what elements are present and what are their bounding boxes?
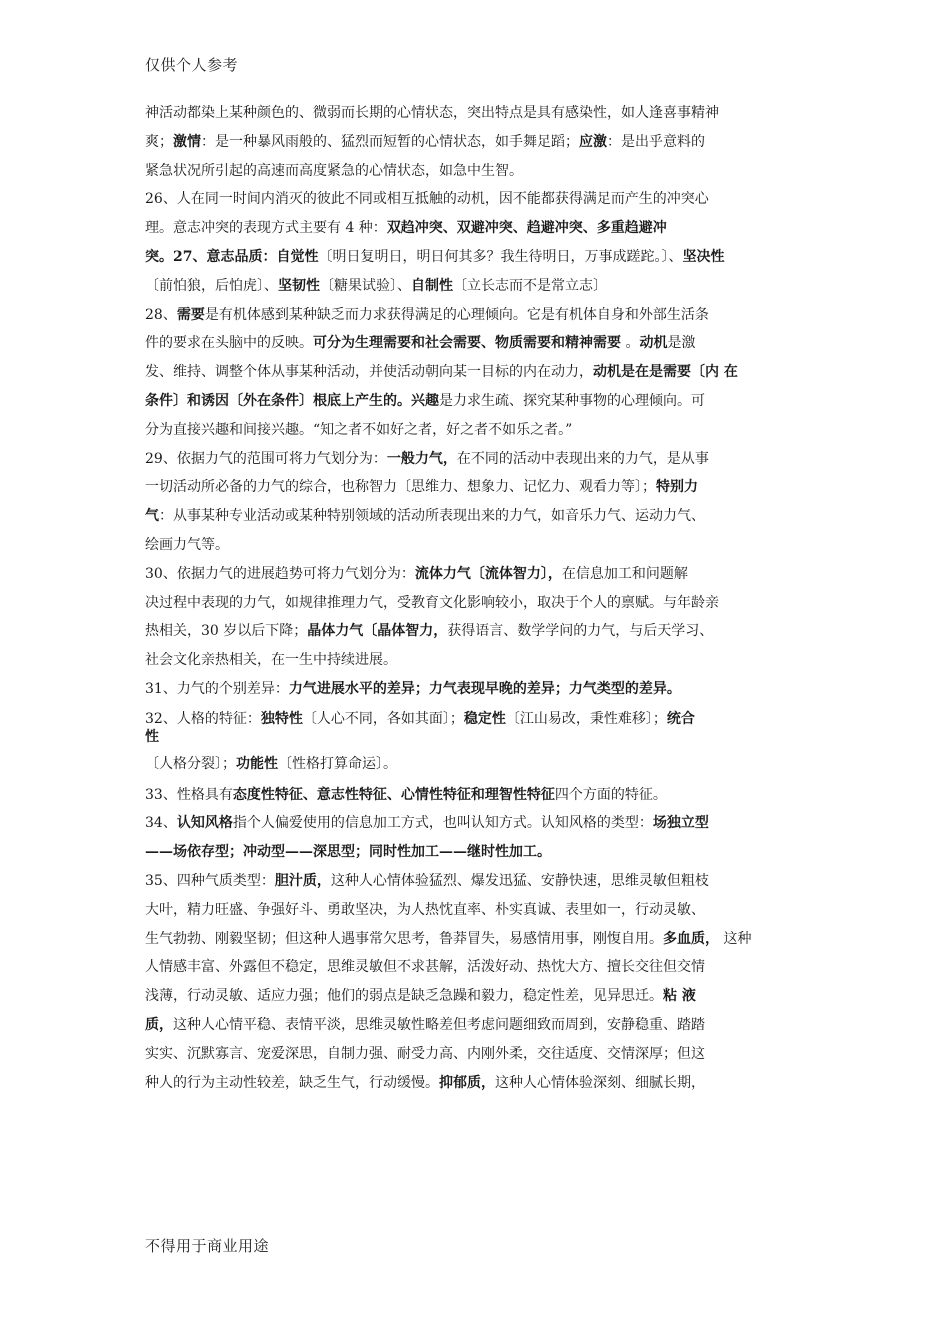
text-line: 种人的行为主动性较差，缺乏生气，行动缓慢。抑郁质，这种人心情体验深刻、细腻长期，	[145, 1074, 705, 1091]
text-line: 紧急状况所引起的高速而高度紧急的心情状态，如急中生智。	[145, 162, 523, 179]
text-line: 发、维持、调整个体从事某种活动，并使活动朝向某一目标的内在动力，动机是在是需要〔内 在	[145, 364, 738, 381]
text-line: 质，这种人心情平稳、表情平淡，思维灵敏性略差但考虑问题细致而周到，安静稳重、踏踏	[145, 1016, 705, 1033]
text-line: 29、依据力气的范围可将力气划分为：一般力气，在不同的活动中表现出来的力气，是从事	[145, 450, 709, 467]
page-footer: 不得用于商业用途	[145, 1237, 270, 1255]
text-line: 35、四种气质类型：胆汁质，这种人心情体验猛烈、爆发迅猛、安静快速，思维灵敏但粗枝	[145, 872, 709, 889]
text-line: 浅薄，行动灵敏、适应力强；他们的弱点是缺乏急躁和毅力，稳定性差，见异思迁。粘 液	[145, 988, 696, 1005]
text-line: 性	[145, 728, 159, 745]
document-body	[145, 99, 815, 1097]
page-header: 仅供个人参考	[145, 56, 239, 74]
text-line: 28、需要是有机体感到某种缺乏而力求获得满足的心理倾向。它是有机体自身和外部生活条	[145, 306, 709, 323]
text-line: 决过程中表现的力气，如规律推理力气，受教育文化影响较小，取决于个人的禀赋。与年龄亲	[145, 594, 719, 611]
text-line: 32、人格的特征：独特性〔人心不同，各如其面〕；稳定性〔江山易改，秉性难移〕；统合	[145, 710, 695, 727]
text-line: 实实、沉默寡言、宠爱深思，自制力强、耐受力高、内刚外柔，交往适度、交情深厚；但这	[145, 1045, 705, 1062]
text-line: 理。意志冲突的表现方式主要有 4 种：双趋冲突、双避冲突、趋避冲突、多重趋避冲	[145, 220, 667, 237]
text-line: 件的要求在头脑中的反映。可分为生理需要和社会需要、物质需要和精神需要 。动机是激	[145, 335, 696, 352]
text-line: 条件〕和诱因〔外在条件〕根底上产生的。兴趣是力求生疏、探究某种事物的心理倾向。可	[145, 392, 705, 409]
text-line: 一切活动所必备的力气的综合，也称智力〔思维力、想象力、记忆力、观看力等〕；特别力	[145, 479, 698, 496]
text-line: 34、认知风格指个人偏爱使用的信息加工方式，也叫认知方式。认知风格的类型：场独立型	[145, 815, 709, 832]
text-line: 〔人格分裂〕；功能性〔性格打算命运〕。	[145, 755, 397, 772]
text-line: 社会文化亲热相关，在一生中持续进展。	[145, 652, 397, 669]
text-line: 神活动都染上某种颜色的、微弱而长期的心情状态，突出特点是具有感染性，如人逢喜事精神	[145, 105, 719, 121]
text-line: 生气勃勃、刚毅坚韧；但这种人遇事常欠思考，鲁莽冒失，易感情用事，刚愎自用。多血质， 这种	[145, 930, 752, 947]
text-line: 分为直接兴趣和间接兴趣。“知之者不如好之者，好之者不如乐之者。”	[145, 421, 573, 438]
text-line: 大叶，精力旺盛、争强好斗、勇敢坚决，为人热忱直率、朴实真诚、表里如一，行动灵敏、	[145, 901, 705, 918]
text-line: 绘画力气等。	[145, 536, 229, 553]
text-line: 爽；激情：是一种暴风雨般的、猛烈而短暂的心情状态，如手舞足蹈；应激：是出乎意料的	[145, 133, 705, 150]
text-line: 气：从事某种专业活动或某种特别领域的活动所表现出来的力气，如音乐力气、运动力气、	[145, 508, 705, 525]
text-line: 突。27、意志品质：自觉性〔明日复明日，明日何其多？我生待明日，万事成蹉跎。〕、坚决性	[145, 248, 725, 265]
text-line: 30、依据力气的进展趋势可将力气划分为：流体力气〔流体智力〕，在信息加工和问题解	[145, 565, 688, 582]
text-line: 31、力气的个别差异：力气进展水平的差异；力气表现早晚的差异；力气类型的差异。	[145, 680, 681, 697]
text-line: 26、人在同一时间内消灭的彼此不同或相互抵触的动机，因不能都获得满足而产生的冲突心	[145, 191, 709, 208]
text-line: 〔前怕狼，后怕虎〕、坚韧性〔糖果试验〕、自制性〔立长志而不是常立志〕	[145, 277, 607, 294]
text-line: 33、性格具有态度性特征、意志性特征、心情性特征和理智性特征四个方面的特征。	[145, 786, 667, 803]
text-line: ——场依存型；冲动型——深思型；同时性加工——继时性加工。	[145, 844, 551, 861]
text-line: 人情感丰富、外露但不稳定，思维灵敏但不求甚解，活泼好动、热忱大方、擅长交往但交情	[145, 959, 705, 976]
text-line: 热相关，30 岁以后下降；晶体力气〔晶体智力，获得语言、数学学问的力气，与后天学习、	[145, 623, 714, 640]
